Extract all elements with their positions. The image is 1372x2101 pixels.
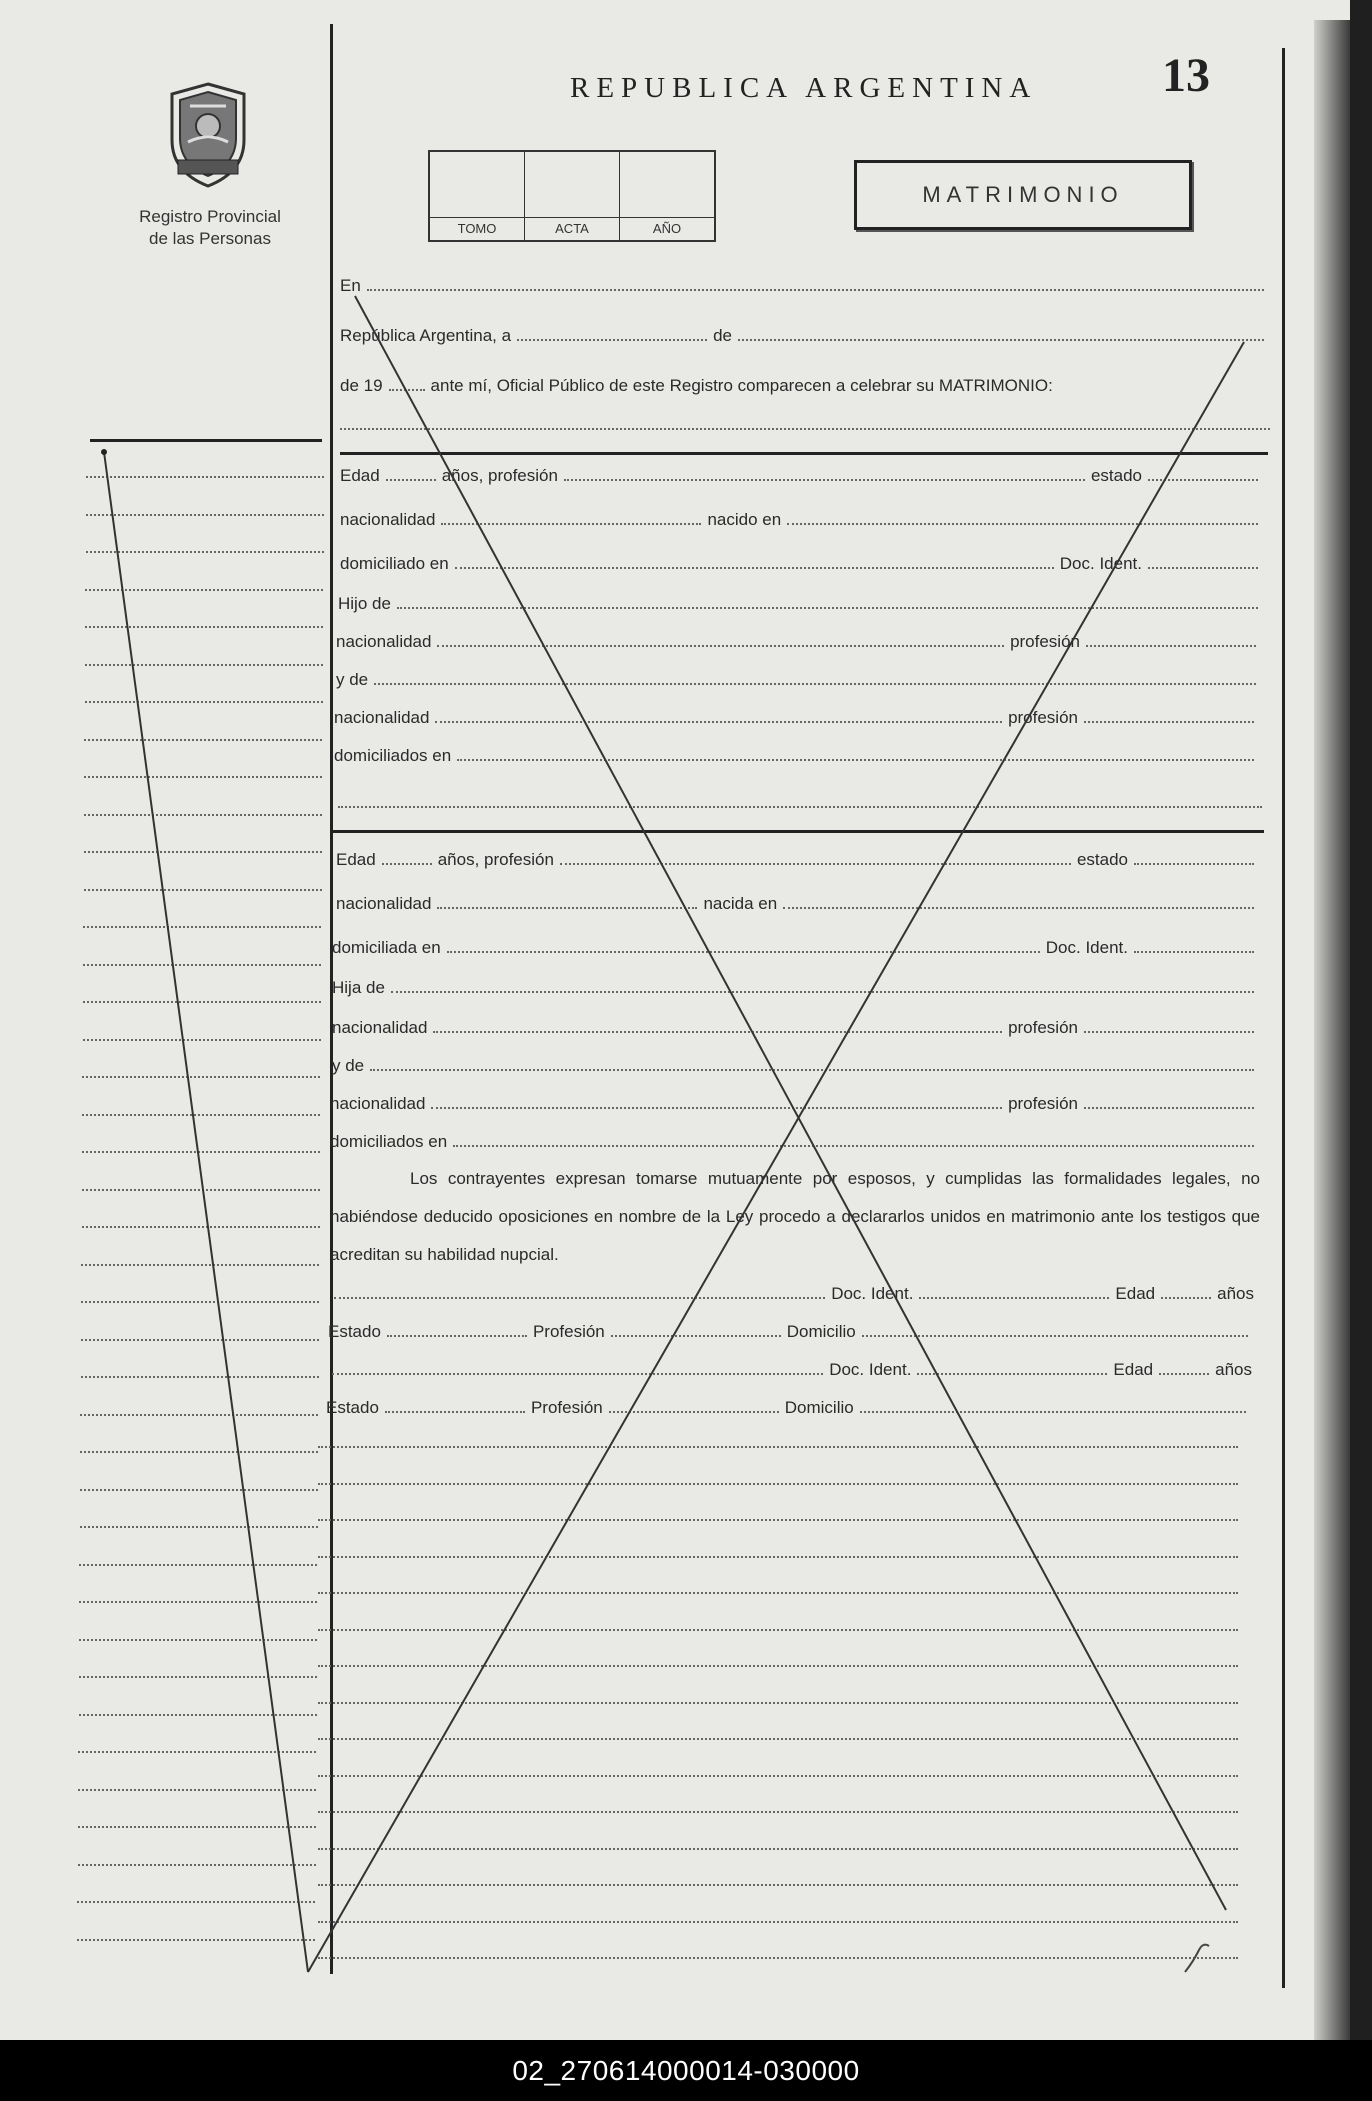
bride-estado-label: estado — [1076, 850, 1128, 869]
groom-estado-label: estado — [1090, 466, 1142, 485]
cancel-stroke-2 — [308, 342, 1244, 1972]
witness1-doc-label: Doc. Ident. — [831, 1284, 914, 1303]
groom-father-nac-label: nacionalidad — [336, 632, 432, 651]
bride-nacida-label: nacida en — [703, 894, 778, 913]
bride-hija-label: Hija de — [332, 978, 385, 997]
groom-father-prof-label: profesión — [1010, 632, 1080, 651]
bride-father-nac-label: nacionalidad — [332, 1018, 428, 1037]
bride-nacionalidad-label: nacionalidad — [336, 894, 432, 913]
bride-mother-nac-label: nacionalidad — [330, 1094, 426, 1113]
bride-mother-prof-label: profesión — [1008, 1094, 1078, 1113]
ano-label: AÑO — [620, 217, 714, 236]
groom-nacido-label: nacido en — [707, 510, 782, 529]
bride-edad-label: Edad — [336, 850, 376, 869]
folio-number: 13 — [1162, 49, 1210, 102]
witness1-edad-label: Edad — [1115, 1284, 1156, 1303]
margin-stroke-dot — [101, 449, 107, 455]
country-title: REPUBLICA ARGENTINA — [570, 72, 1038, 104]
groom-anos-profesion-label: años, profesión — [441, 466, 558, 485]
groom-doc-ident-label: Doc. Ident. — [1059, 554, 1142, 573]
record-type-box: MATRIMONIO — [854, 160, 1192, 230]
declaration-paragraph: Los contrayentes expresan tomarse mutuamente por esposos, y cumplidas las formalidades legales, no habiéndose deducido oposiciones en nombre de la Ley procedo a declararlos unidos en matrimonio ante los testigos que acreditan su habilidad nupcial. — [330, 1169, 1260, 1264]
de19-label: de 19 — [340, 376, 383, 395]
registry-name-line2: de las Personas — [149, 229, 271, 248]
bride-domiciliada-label: domiciliada en — [332, 938, 441, 957]
witness2-estado-label: Estado — [326, 1398, 379, 1417]
bride-doc-ident-label: Doc. Ident. — [1045, 938, 1128, 957]
groom-edad-label: Edad — [340, 466, 380, 485]
bride-y-de-label: y de — [332, 1056, 365, 1075]
witness2-profesion-label: Profesión — [530, 1398, 603, 1417]
groom-domiciliados-label: domiciliados en — [334, 746, 452, 765]
image-caption: 02_270614000014-030000 — [0, 2040, 1372, 2101]
republica-label: República Argentina, a — [340, 326, 512, 345]
ante-label: ante mí, Oficial Público de este Registro comparecen a celebrar su MATRIMONIO: — [430, 376, 1053, 395]
bride-father-prof-label: profesión — [1008, 1018, 1078, 1037]
groom-hijo-label: Hijo de — [338, 594, 391, 613]
witness2-edad-label: Edad — [1113, 1360, 1154, 1379]
bride-domiciliados-label: domiciliados en — [330, 1132, 448, 1151]
groom-y-de-label: y de — [336, 670, 369, 689]
witness2-doc-label: Doc. Ident. — [829, 1360, 912, 1379]
witness1-estado-label: Estado — [328, 1322, 381, 1341]
groom-mother-nac-label: nacionalidad — [334, 708, 430, 727]
witness2-domicilio-label: Domicilio — [784, 1398, 854, 1417]
groom-domiciliado-label: domiciliado en — [340, 554, 449, 573]
bride-anos-profesion-label: años, profesión — [437, 850, 554, 869]
witness1-anos-label: años — [1217, 1284, 1254, 1303]
book-binding — [1314, 20, 1350, 2040]
witness1-profesion-label: Profesión — [532, 1322, 605, 1341]
de-label: de — [713, 326, 732, 345]
groom-nacionalidad-label: nacionalidad — [340, 510, 436, 529]
witness2-anos-label: años — [1215, 1360, 1252, 1379]
witness1-domicilio-label: Domicilio — [786, 1322, 856, 1341]
registry-name-line1: Registro Provincial — [139, 207, 281, 226]
en-label: En — [340, 276, 361, 295]
acta-label: ACTA — [525, 217, 619, 236]
margin-stroke — [104, 452, 308, 1972]
signature-flourish — [1185, 1945, 1209, 1972]
groom-mother-prof-label: profesión — [1008, 708, 1078, 727]
tomo-label: TOMO — [430, 217, 524, 236]
cancel-stroke-1 — [355, 296, 1226, 1910]
